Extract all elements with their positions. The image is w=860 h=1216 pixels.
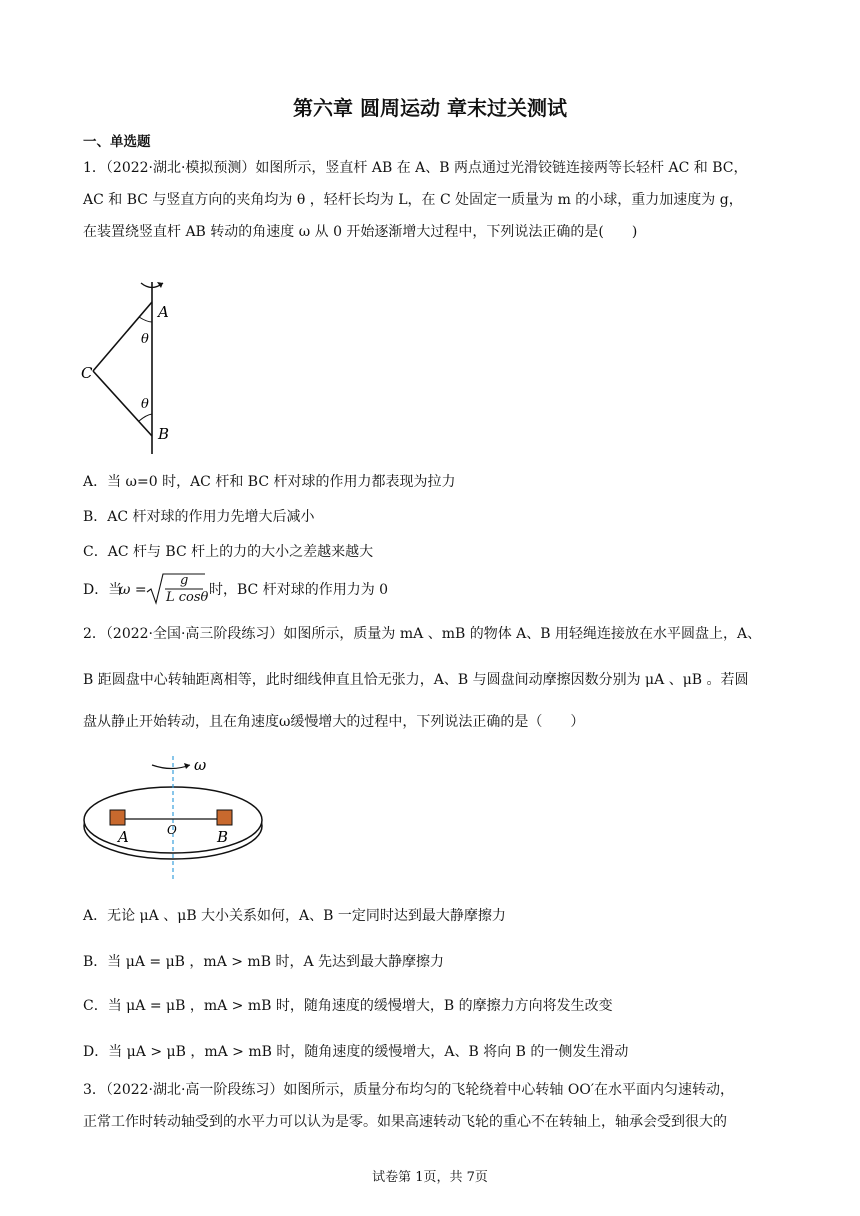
page-title: 第六章 圆周运动 章末过关测试 (293, 96, 567, 120)
q1-option-c: C．AC 杆与 BC 杆上的力的大小之差越来越大 (83, 544, 374, 560)
q2-option-d: D．当 μA > μB ，mA > mB 时，随角速度的缓慢增大，A、B 将向 B 的一侧发生滑动 (83, 1044, 629, 1060)
q2-line-3: 盘从静止开始转动，且在角速度ω缓慢增大的过程中，下列说法正确的是（ ） (83, 714, 585, 730)
q1-option-a: A．当 ω=0 时，AC 杆和 BC 杆对球的作用力都表现为拉力 (83, 474, 456, 490)
label-a: A (158, 303, 169, 321)
q3-line-1: 3．（2022·湖北·高一阶段练习）如图所示，质量分布均匀的飞轮绕着中心转轴 OO′在水平面内匀速转动， (83, 1082, 735, 1098)
label-omega: ω (194, 756, 207, 774)
q1-figure (78, 262, 198, 456)
label-b: B (158, 425, 170, 443)
page-footer: 试卷第 1页，共 7页 (372, 1170, 488, 1185)
q1-line-2: AC 和 BC 与竖直方向的夹角均为 θ ，轻杆长均为 L，在 C 处固定一质量为 m 的小球，重力加速度为 g， (83, 192, 743, 208)
q1-line-3: 在装置绕竖直杆 AB 转动的角速度 ω 从 0 开始逐渐增大过程中，下列说法正确的是( ) (83, 224, 638, 240)
block-a (110, 810, 125, 825)
label-theta-top: θ (141, 332, 149, 347)
section-heading: 一、单选题 (83, 134, 151, 150)
label-c: C (81, 364, 93, 382)
q1-option-b: B．AC 杆对球的作用力先增大后减小 (83, 509, 315, 525)
label-a: A (118, 828, 129, 846)
q2-line-2: B 距圆盘中心转轴距离相等，此时细线伸直且恰无张力，A、B 与圆盘间动摩擦因数分别为 μA 、μB 。若圆 (83, 672, 749, 688)
label-b: B (217, 828, 229, 846)
q3-line-2: 正常工作时转动轴受到的水平力可以认为是零。如果高速转动飞轮的重心不在转轴上，轴承会受到很大的 (83, 1114, 727, 1130)
q1-line-1: 1．（2022·湖北·模拟预测）如图所示，竖直杆 AB 在 A、B 两点通过光滑铰链连接两等长轻杆 AC 和 BC， (83, 160, 748, 176)
q2-figure (80, 752, 270, 886)
q1-option-d-omega: ω = (119, 582, 147, 598)
q1-option-d-suffix: 时，BC 杆对球的作用力为 0 (209, 582, 389, 598)
q1-option-d-prefix: D．当 (83, 582, 123, 598)
q2-option-b: B．当 μA = μB ，mA > mB 时，A 先达到最大静摩擦力 (83, 954, 445, 970)
q1-option-d-denominator: L cosθ (166, 590, 209, 605)
rotation-arrow-icon (152, 765, 190, 769)
q2-option-a: A．无论 μA 、μB 大小关系如何，A、B 一定同时达到最大静摩擦力 (83, 908, 506, 924)
label-theta-bottom: θ (141, 397, 149, 412)
label-o: O (167, 823, 177, 837)
q2-line-1: 2．（2022·全国·高三阶段练习）如图所示，质量为 mA 、mB 的物体 A、B 用轻绳连接放在水平圆盘上，A、 (83, 626, 762, 642)
block-b (217, 810, 232, 825)
q1-option-d-numerator: g (180, 573, 189, 588)
q2-option-c: C．当 μA = μB ，mA > mB 时，随角速度的缓慢增大，B 的摩擦力方向将发生改变 (83, 998, 613, 1014)
